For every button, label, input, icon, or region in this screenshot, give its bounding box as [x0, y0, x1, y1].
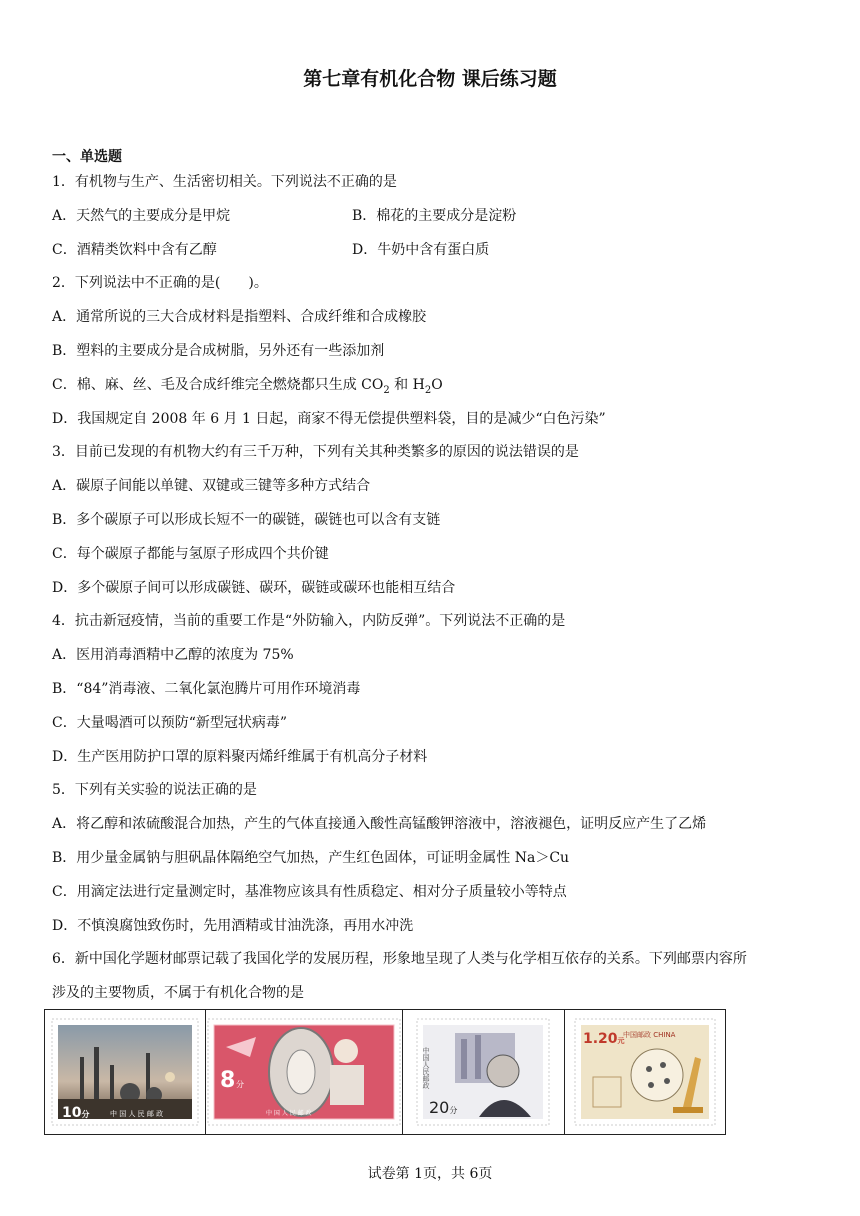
- q3-option-c: C．每个碳原子都能与氢原子形成四个共价键: [52, 546, 329, 562]
- q2-option-d: D．我国规定自 2008 年 6 月 1 日起，商家不得无偿提供塑料袋，目的是减少“白色污染”: [52, 411, 606, 427]
- svg-text:1.20元: 1.20元: [582, 1031, 625, 1047]
- page-title: 第七章有机化合物 课后练习题: [303, 68, 557, 90]
- svg-text:分: 分: [236, 1080, 245, 1089]
- svg-text:20分: 20分: [429, 1098, 458, 1117]
- q4-option-d: D．生产医用防护口罩的原料聚丙烯纤维属于有机高分子材料: [52, 749, 428, 765]
- page-footer: 试卷第 1页，共 6页: [367, 1166, 493, 1182]
- question-2-stem: 2．下列说法中不正确的是( )。: [52, 275, 268, 291]
- q1-option-b: B．棉花的主要成分是淀粉: [352, 208, 517, 224]
- q1-option-c: C．酒精类饮料中含有乙醇: [52, 242, 217, 258]
- q3-option-d: D．多个碳原子间可以形成碳链、碳环，碳链或碳环也能相互结合: [52, 580, 456, 596]
- stamp-cell-4: [565, 1010, 725, 1134]
- q2-option-c: C．棉、麻、丝、毛及合成纤维完全燃烧都只生成 $CO_2$ 和 $H_2O$: [52, 377, 443, 396]
- q5-option-d: D．不慎溴腐蚀致伤时，先用酒精或甘油洗涤，再用水冲洗: [52, 918, 414, 934]
- stamp-insulin-microscope-image: [573, 1017, 717, 1127]
- svg-text:8: 8: [220, 1068, 236, 1093]
- question-6-stem-line1: 6．新中国化学题材邮票记载了我国化学的发展历程，形象地呈现了人类与化学相互依存的关系。下列邮票内容所: [52, 951, 747, 967]
- question-1-stem: 1．有机物与生产、生活密切相关。下列说法不正确的是: [52, 174, 397, 190]
- q1-option-a: A．天然气的主要成分是甲烷: [52, 208, 231, 224]
- svg-text:10分: 10分: [62, 1105, 90, 1121]
- q5-option-b: B．用少量金属钠与胆矾晶体隔绝空气加热，产生红色固体，可证明金属性 Na＞Cu: [52, 850, 570, 866]
- q4-option-b: B．“84”消毒液、二氧化氯泡腾片可用作环境消毒: [52, 681, 361, 697]
- svg-text:中 国 人 民 邮 政: 中 国 人 民 邮 政: [266, 1110, 312, 1117]
- q3-option-a: A．碳原子间能以单键、双键或三键等多种方式结合: [52, 478, 371, 494]
- svg-text:中国人民邮政: 中国人民邮政: [422, 1047, 431, 1089]
- question-6-stem-line2: 涉及的主要物质，不属于有机化合物的是: [52, 985, 304, 1001]
- question-5-stem: 5．下列有关实验的说法正确的是: [52, 782, 257, 798]
- stamp-cell-2: [206, 1010, 403, 1134]
- q4-option-a: A．医用消毒酒精中乙醇的浓度为 75%: [52, 647, 294, 663]
- question-4-stem: 4．抗击新冠疫情，当前的重要工作是“外防输入，内防反弹”。下列说法不正确的是: [52, 613, 566, 629]
- svg-text:中 国 人 民 邮 政: 中 国 人 民 邮 政: [110, 1110, 164, 1118]
- q2-option-a: A．通常所说的三大合成材料是指塑料、合成纤维和合成橡胶: [52, 309, 427, 325]
- stamp-scientist-portrait-image: [415, 1017, 551, 1127]
- stamp-table: [44, 1009, 726, 1135]
- svg-text:中国邮政 CHINA: 中国邮政 CHINA: [622, 1031, 676, 1039]
- question-3-stem: 3．目前已发现的有机物大约有三千万种，下列有关其种类繁多的原因的说法错误的是: [52, 444, 579, 460]
- q5-option-a: A．将乙醇和浓硫酸混合加热，产生的气体直接通入酸性高锰酸钾溶液中，溶液褪色，证明反应产生了乙烯: [52, 816, 707, 832]
- q3-option-b: B．多个碳原子可以形成长短不一的碳链，碳链也可以含有支链: [52, 512, 441, 528]
- q1-option-d: D．牛奶中含有蛋白质: [352, 242, 490, 258]
- q5-option-c: C．用滴定法进行定量测定时，基准物应该具有性质稳定、相对分子质量较小等特点: [52, 884, 567, 900]
- section-heading: 一、单选题: [52, 149, 122, 165]
- stamp-refinery-image: [50, 1017, 200, 1127]
- stamp-cell-3: [403, 1010, 564, 1134]
- stamp-rubber-tire-image: [206, 1017, 402, 1127]
- q4-option-c: C．大量喝酒可以预防“新型冠状病毒”: [52, 715, 288, 731]
- q2-option-b: B．塑料的主要成分是合成树脂，另外还有一些添加剂: [52, 343, 385, 359]
- stamp-cell-1: [45, 1010, 206, 1134]
